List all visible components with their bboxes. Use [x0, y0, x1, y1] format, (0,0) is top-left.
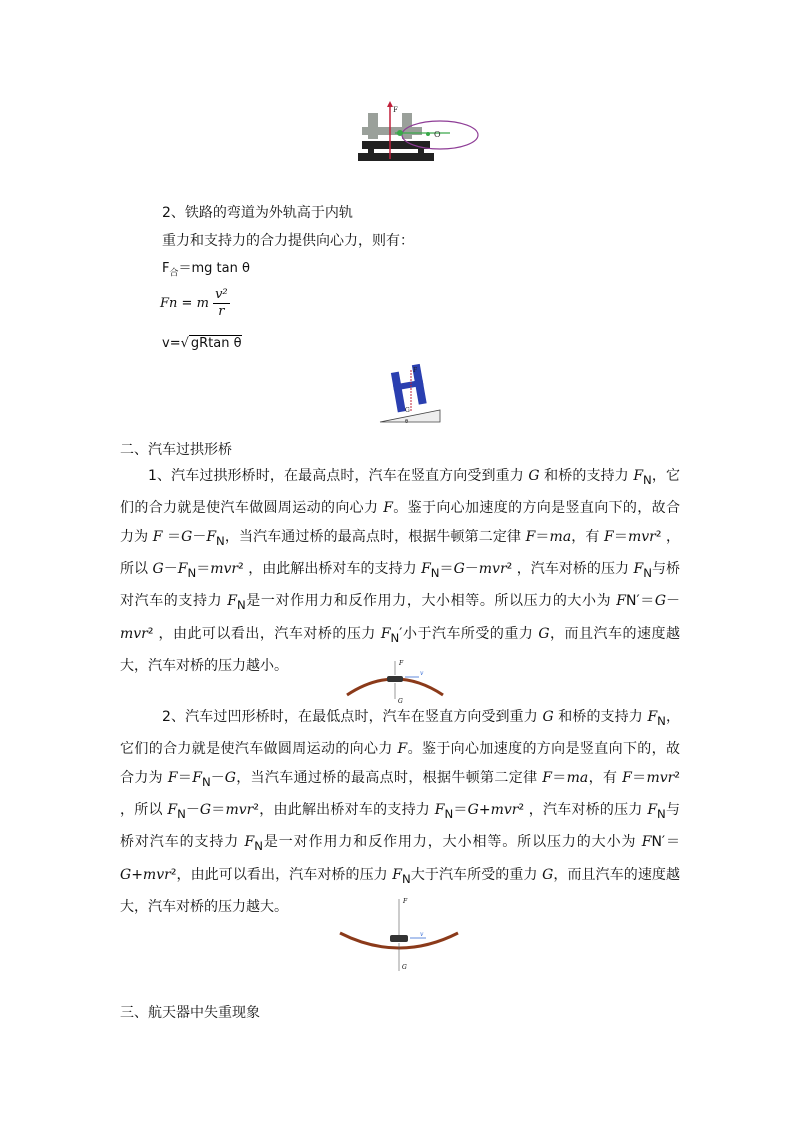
train-curve-figure — [340, 95, 490, 170]
section2-heading: 二、汽车过拱形桥 — [120, 442, 232, 458]
formula-v: v=√ gRtan θ — [162, 336, 242, 351]
theta-label: θ — [405, 419, 409, 425]
train-g-label: G — [405, 407, 410, 414]
formula-fhe: $F_合=mg$ tan θ — [162, 261, 250, 279]
svg-text:F: F — [403, 898, 408, 905]
svg-text:v: v — [420, 670, 424, 677]
o-label: O — [434, 130, 441, 139]
svg-text:G: G — [402, 964, 407, 971]
section3-heading: 三、航天器中失重现象 — [120, 1005, 260, 1021]
banked-train-figure — [375, 360, 445, 430]
item2-title: 2、铁路的弯道为外轨高于内轨 — [162, 205, 353, 221]
car — [387, 676, 403, 682]
arch-bridge-figure — [345, 655, 445, 705]
sag-bridge-figure — [338, 893, 460, 973]
car — [390, 935, 408, 942]
fn-label: F — [393, 106, 398, 114]
svg-text:G: G — [398, 698, 403, 705]
sag-paragraph: 2、汽车过凹形桥时，在最低点时，汽车在竖直方向受到重力 G 和桥的支持力 $F_N$，它们的合力就是使汽车做圆周运动的向心力 F。鉴于向心加速度的方向是竖直向下的，故合力为 $F=F_N-G$，当汽车通过桥的最高点时，根据牛顿第二定律 F＝ma，有 F＝mvr² ，所以 $F_N-G=mvr^2$，由此解出桥对车的支持力 $F_N=G+mvr^2$ ，汽车对桥的压力 $F_N$与桥对汽车的支持力 $F_N$是一对作用力和反作用力，大小相等。所以压力的大小为 FN′＝G+mvr²，由此可以看出，汽车对桥的压力 $F_N$大于汽车所受的重力 G，而且汽车的速度越大，汽车对桥的压力越大。 — [120, 709, 681, 915]
train-fn-label: F — [413, 367, 418, 374]
wheel-left — [368, 113, 378, 139]
svg-text:v: v — [420, 931, 424, 938]
svg-text:F: F — [399, 660, 404, 667]
force-sentence: 重力和支持力的合力提供向心力，则有： — [162, 233, 414, 249]
arch-paragraph: 1、汽车过拱形桥时，在最高点时，汽车在竖直方向受到重力 G 和桥的支持力 $F_N$，它们的合力就是使汽车做圆周运动的向心力 F。鉴于向心加速度的方向是竖直向下的，故合力为 $F =G-F_N$，当汽车通过桥的最高点时，根据牛顿第二定律 F＝ma，有 F＝mvr² ，所以 $G-F_N=mvr^2$ ，由此解出桥对车的支持力 $F_N=G-mvr^2$ ，汽车对桥的压力 $F_N$与桥对汽车的支持力 $F_N$是一对作用力和反作用力，大小相等。所以压力的大小为 FN′＝G－mvr² ，由此可以看出，汽车对桥的压力 $F_N'$小于汽车所受的重力 G，而且汽车的速度越大，汽车对桥的压力越小。 — [120, 468, 681, 674]
formula-fn: Fn = m $\frac{\text{v²}}{r}$ — [160, 287, 228, 319]
